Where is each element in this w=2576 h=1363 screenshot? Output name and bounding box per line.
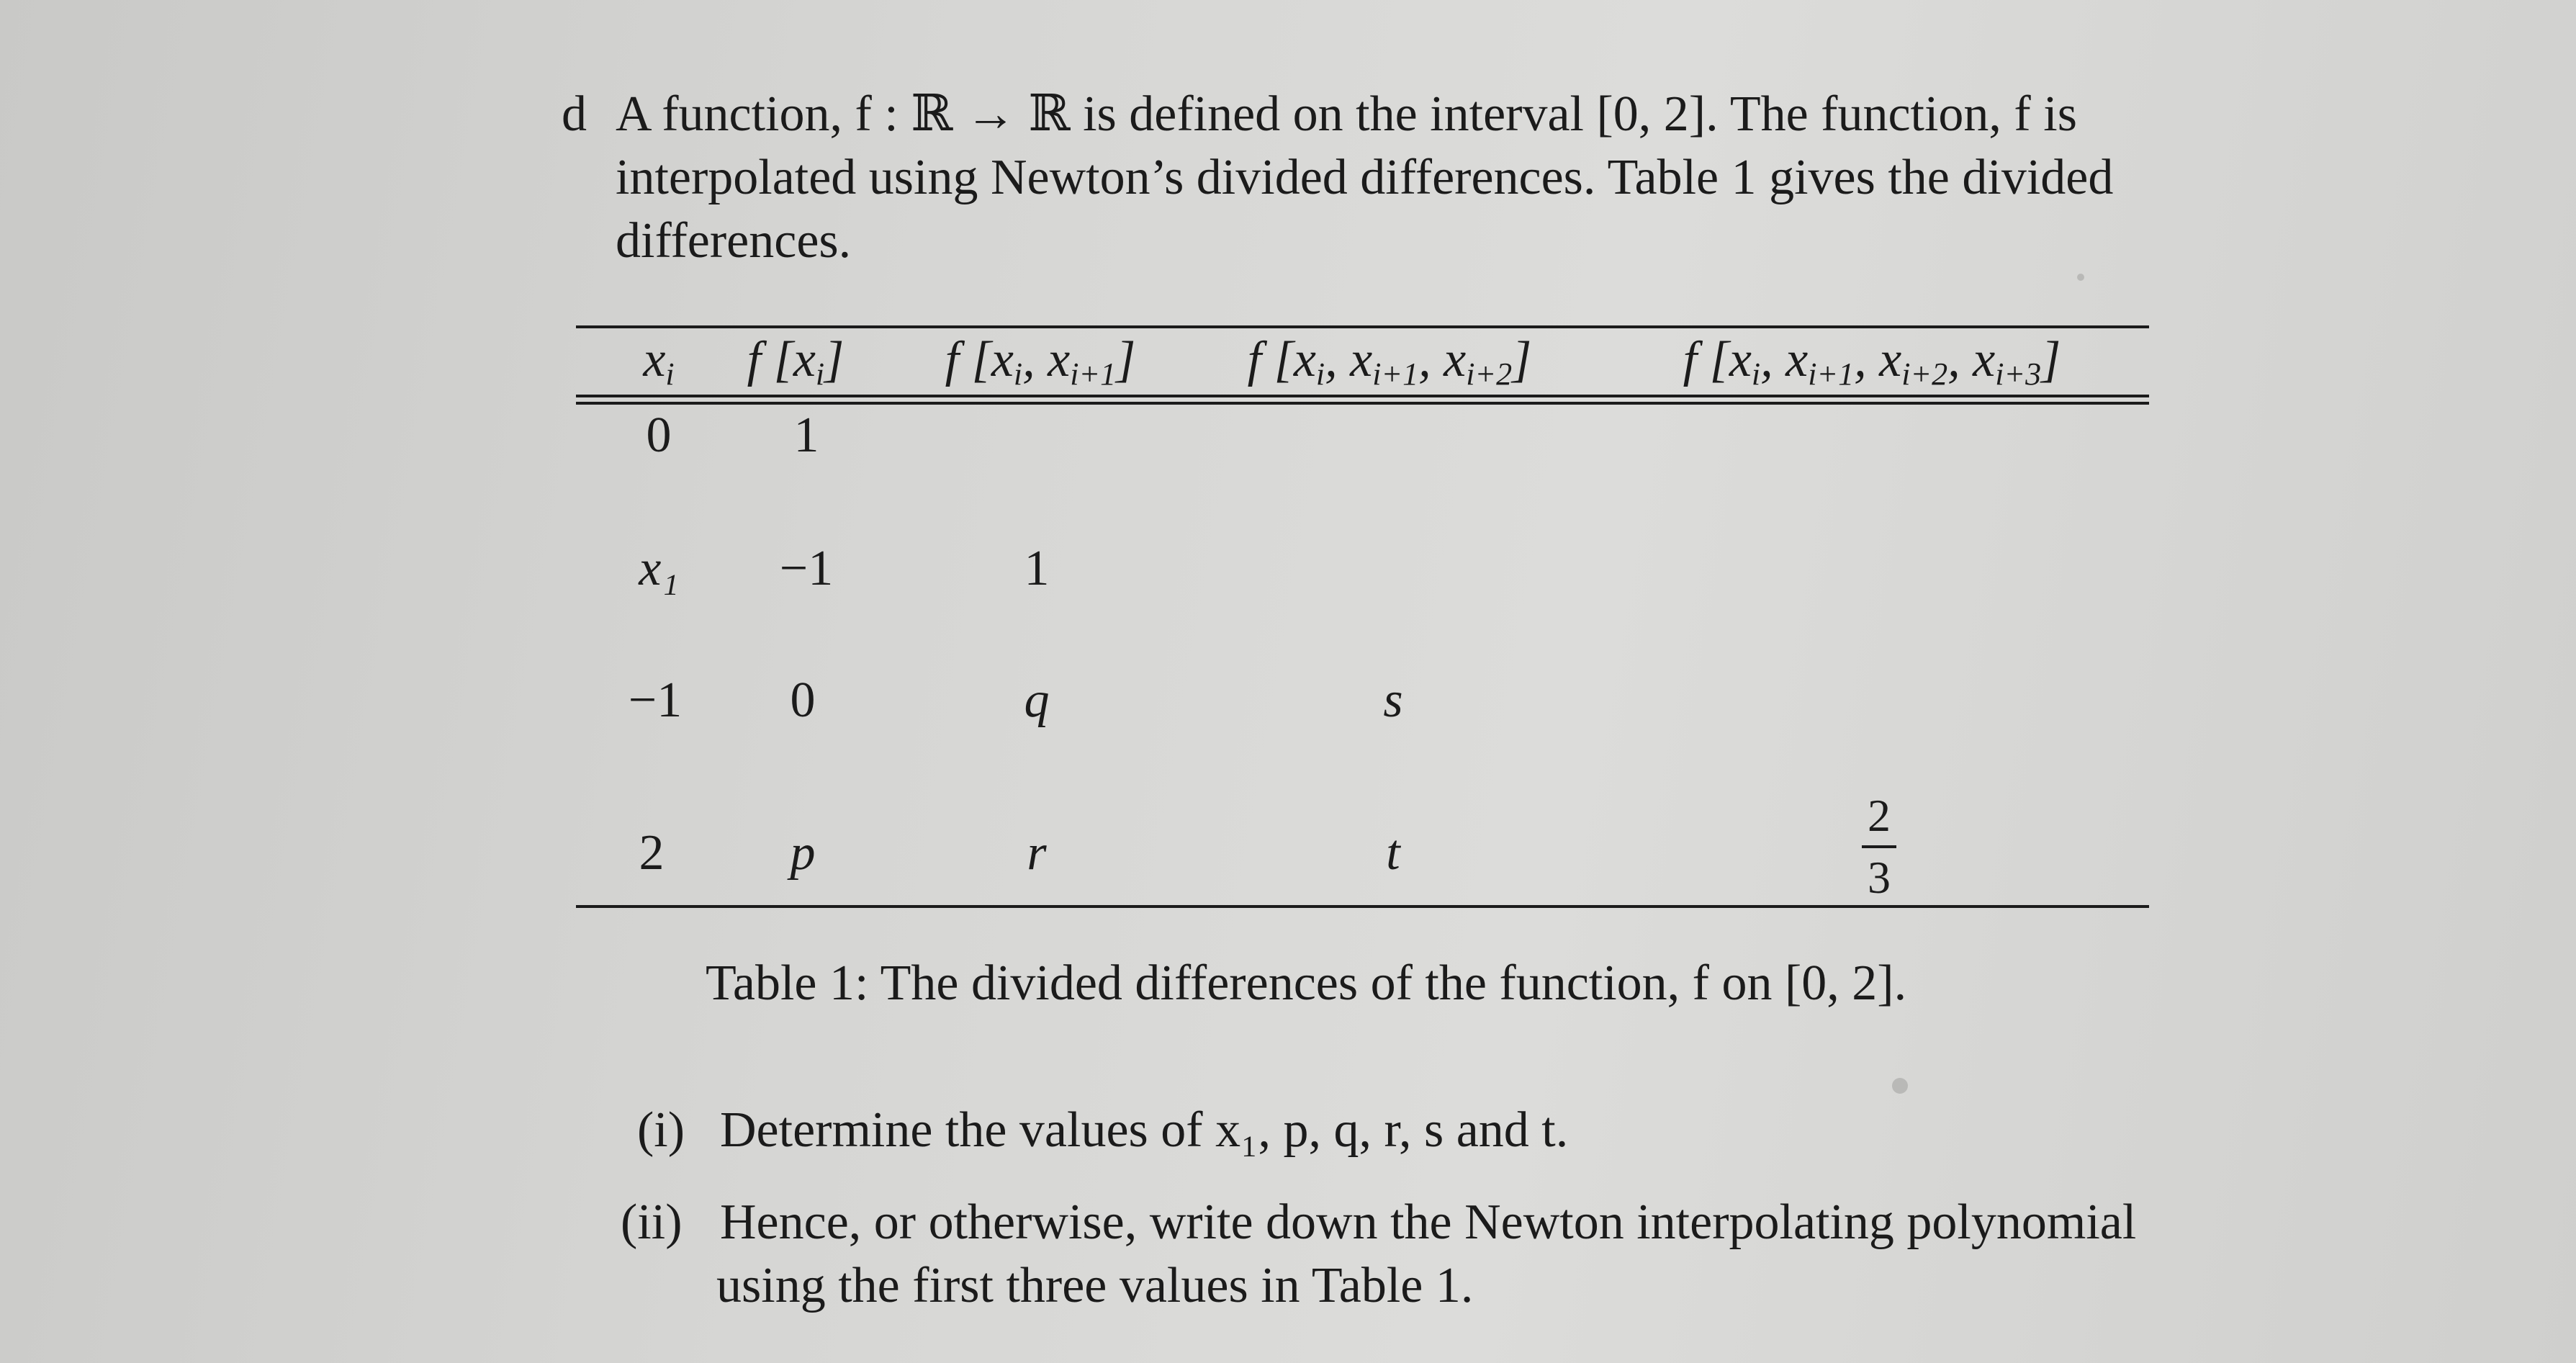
- header-rule-1: [576, 395, 2149, 397]
- header-first-difference: f [$x_i$, $x_{i+1}$]: [945, 332, 1136, 392]
- part-ii-line-2: using the first three values in Table 1.: [716, 1258, 1474, 1313]
- table-cell-x-1: x₁: [639, 541, 679, 596]
- paper-speck: [2077, 274, 2084, 281]
- table-cell-d2-3: t: [1386, 825, 1400, 881]
- table-cell-d1-3: r: [1027, 825, 1047, 881]
- table-caption: Table 1: The divided differences of the function, f on [0, 2].: [706, 955, 1907, 1011]
- header-second-difference: f [$x_i$, $x_{i+1}$, $x_{i+2}$]: [1247, 332, 1532, 392]
- header-third-difference: f [$x_i$, $x_{i+1}$, $x_{i+2}$, $x_{i+3}$]: [1683, 332, 2061, 392]
- part-ii-label: (ii): [621, 1195, 683, 1250]
- header-rule-2: [576, 402, 2149, 405]
- paper-speck: [1892, 1078, 1908, 1094]
- table-bottom-rule: [576, 905, 2149, 908]
- fraction-bar: [1862, 845, 1896, 848]
- table-cell-d1-1: 1: [1024, 541, 1050, 596]
- question-line-1: A function, f : ℝ → ℝ is defined on the interval [0, 2]. The function, f is: [616, 86, 2077, 142]
- question-line-2: interpolated using Newton’s divided differences. Table 1 gives the divided: [616, 150, 2114, 205]
- table-cell-d1-2: q: [1024, 672, 1050, 728]
- part-i-text: Determine the values of x₁, p, q, r, s and t.: [720, 1102, 1569, 1158]
- table-cell-fx-1: −1: [779, 541, 834, 596]
- table-cell-x-3: 2: [639, 825, 665, 881]
- table-cell-x-2: −1: [628, 672, 683, 728]
- part-i-label: (i): [637, 1102, 685, 1158]
- table-top-rule: [576, 325, 2149, 328]
- question-label: d: [562, 86, 587, 142]
- table-cell-d2-2: s: [1383, 672, 1403, 728]
- table-cell-x-0: 0: [646, 408, 672, 463]
- table-cell-fx-0: 1: [793, 408, 819, 463]
- table-cell-d3-3: [1862, 791, 1896, 903]
- fraction-numerator: 2: [1868, 790, 1891, 841]
- question-line-3: differences.: [616, 213, 852, 269]
- fraction-denominator: 3: [1868, 852, 1891, 903]
- header-xi: $x_i$: [643, 332, 675, 392]
- header-fxi: f $[x_i]$: [747, 332, 845, 392]
- table-cell-fx-2: 0: [790, 672, 816, 728]
- table-cell-fx-3: p: [790, 825, 816, 881]
- part-ii-line-1: Hence, or otherwise, write down the Newton interpolating polynomial: [720, 1195, 2137, 1250]
